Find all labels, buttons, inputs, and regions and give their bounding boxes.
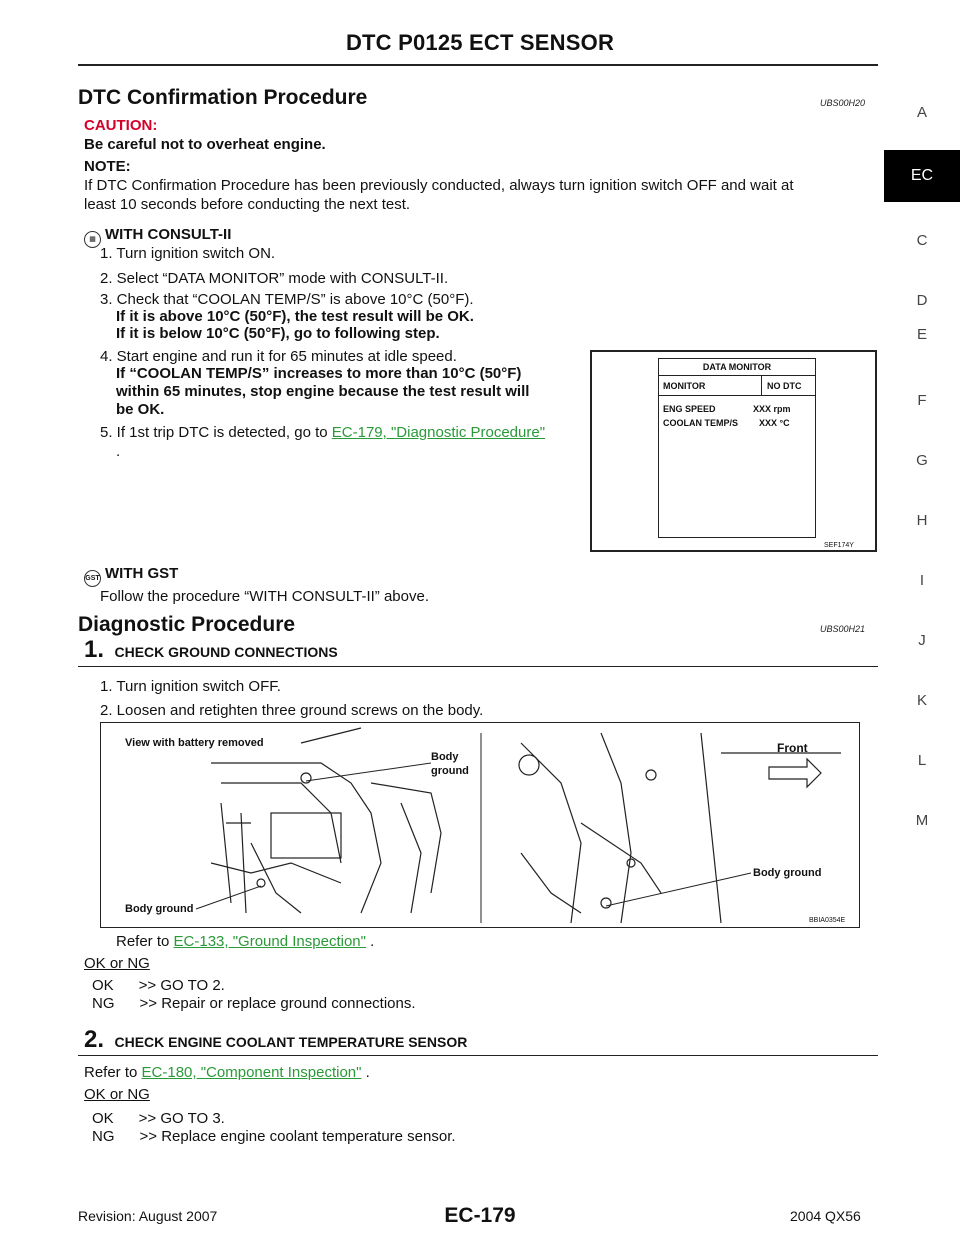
label-front: Front [777, 741, 808, 755]
caution-text: Be careful not to overheat engine. [84, 136, 326, 153]
confirmation-title: DTC Confirmation Procedure [78, 86, 368, 109]
ground-screws-illustration [101, 723, 860, 928]
label-body-ground-right: Body ground [753, 867, 822, 879]
step1-heading [84, 636, 338, 664]
step1-refer: Refer to EC-133, "Ground Inspection" . [116, 933, 375, 950]
tab-g[interactable]: G [916, 452, 928, 469]
diagnostic-procedure-link[interactable]: EC-179, "Diagnostic Procedure" [331, 424, 546, 441]
caution-label: CAUTION: [84, 117, 158, 134]
step1-ng: NG >> Repair or replace ground connections. [92, 995, 416, 1012]
step1-number: 1. [84, 636, 105, 663]
step-5: 5. If 1st trip DTC is detected, go to EC-179, "Diagnostic Procedure" [100, 424, 546, 441]
step1-title: CHECK GROUND CONNECTIONS [114, 644, 338, 660]
page-title: DTC P0125 ECT SENSOR [345, 30, 615, 55]
note-line-1: If DTC Confirmation Procedure has been previously conducted, always turn ignition switch OFF and wait at [84, 177, 794, 194]
step2-okng: OK or NG [84, 1086, 150, 1103]
step1-line-2: 2. Loosen and retighten three ground screws on the body. [100, 702, 484, 719]
note-label: NOTE: [84, 158, 131, 175]
header-divider [78, 64, 878, 66]
tab-d[interactable]: D [916, 292, 928, 309]
step2-refer: Refer to EC-180, "Component Inspection" . [84, 1064, 370, 1081]
photo-figure-code: BBIA0354E [809, 917, 846, 924]
dm-row2-value: XXX °C [759, 418, 790, 428]
dm-col-monitor: MONITOR [663, 381, 706, 391]
tab-m[interactable]: M [915, 812, 929, 829]
label-body-ground-1: Body [431, 751, 459, 763]
tab-f[interactable]: F [917, 392, 927, 409]
footer-revision: Revision: August 2007 [78, 1208, 218, 1224]
dm-row1-value: XXX rpm [753, 404, 791, 414]
gst-icon: GST [84, 570, 101, 587]
diagnostic-title: Diagnostic Procedure [78, 613, 296, 636]
step-3-result-next: If it is below 10°C (50°F), go to following step. [116, 325, 440, 342]
dm-row2-name: COOLAN TEMP/S [663, 418, 739, 428]
step2-ng: NG >> Replace engine coolant temperature sensor. [92, 1128, 456, 1145]
step-5-period: . [116, 443, 121, 460]
consult-heading: ▦ WITH CONSULT-II [84, 225, 231, 248]
gst-heading: GST WITH GST [84, 564, 178, 587]
ground-screws-figure [100, 722, 860, 928]
step-4-line-3: be OK. [116, 401, 165, 418]
consult-icon: ▦ [84, 231, 101, 248]
step2-title: CHECK ENGINE COOLANT TEMPERATURE SENSOR [114, 1034, 468, 1050]
tab-e[interactable]: E [916, 326, 927, 343]
tab-h[interactable]: H [916, 512, 928, 529]
label-body-ground-2: ground [431, 765, 469, 777]
note-line-2: least 10 seconds before conducting the next test. [84, 196, 411, 213]
step1-line-1: 1. Turn ignition switch OFF. [100, 678, 281, 695]
tab-j[interactable]: J [918, 632, 926, 649]
step2-ok: OK >> GO TO 3. [92, 1110, 225, 1127]
step2-number: 2. [84, 1026, 105, 1053]
step1-rule [78, 666, 878, 667]
tab-a[interactable]: A [916, 104, 927, 121]
label-view-battery-removed: View with battery removed [125, 737, 264, 749]
step-1: 1. Turn ignition switch ON. [100, 245, 276, 262]
footer-page-number: EC-179 [444, 1204, 516, 1227]
dm-row1-name: ENG SPEED [663, 404, 716, 414]
step-3-result-ok: If it is above 10°C (50°F), the test result will be OK. [116, 308, 474, 325]
step-4-line-2: within 65 minutes, stop engine because the test result will [116, 383, 530, 400]
tab-k[interactable]: K [916, 692, 927, 709]
step2-heading [84, 1026, 467, 1054]
step2-rule [78, 1055, 878, 1056]
dm-col-nodtc: NO DTC [767, 381, 802, 391]
ground-inspection-link[interactable]: EC-133, "Ground Inspection" [173, 933, 366, 950]
dm-figure-code: SEF174Y [824, 542, 854, 549]
step-2: 2. Select “DATA MONITOR” mode with CONSULT-II. [100, 270, 449, 287]
gst-text: Follow the procedure “WITH CONSULT-II” above. [100, 588, 429, 605]
step-4-line-1: If “COOLAN TEMP/S” increases to more than 10°C (50°F) [116, 365, 522, 382]
label-body-ground-left: Body ground [125, 903, 194, 915]
tab-c[interactable]: C [916, 232, 928, 249]
confirmation-code: UBS00H20 [820, 98, 866, 108]
tab-l[interactable]: L [917, 752, 927, 769]
step1-ok: OK >> GO TO 2. [92, 977, 225, 994]
component-inspection-link[interactable]: EC-180, "Component Inspection" [141, 1064, 362, 1081]
diagnostic-code: UBS00H21 [820, 624, 866, 634]
step1-okng: OK or NG [84, 955, 150, 972]
tab-i[interactable]: I [919, 572, 925, 589]
data-monitor-screen [658, 358, 816, 538]
dm-title: DATA MONITOR [702, 362, 772, 372]
step-4: 4. Start engine and run it for 65 minutes at idle speed. [100, 348, 457, 365]
footer-model: 2004 QX56 [790, 1208, 861, 1224]
step-3: 3. Check that “COOLAN TEMP/S” is above 10°C (50°F). [100, 291, 474, 308]
tab-ec[interactable]: EC [884, 150, 960, 202]
